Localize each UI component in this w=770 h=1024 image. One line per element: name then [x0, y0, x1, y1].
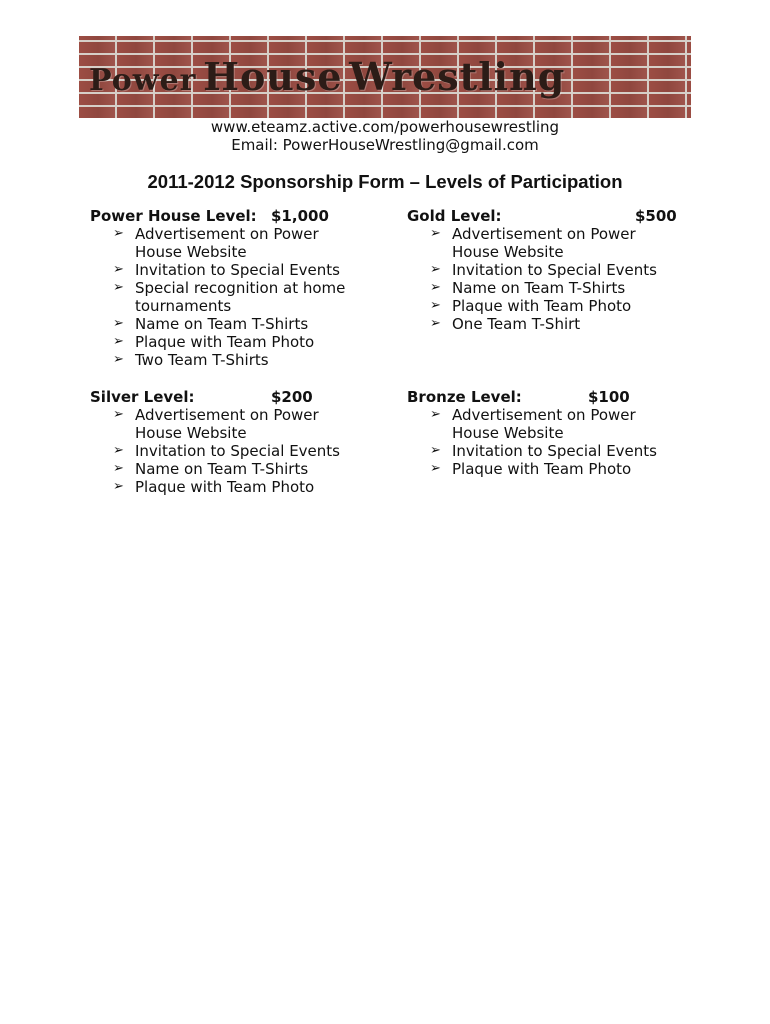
benefit-item — [90, 460, 360, 478]
banner-word-house: House — [203, 54, 343, 99]
benefit-item — [407, 442, 677, 460]
benefit-item — [90, 279, 360, 315]
benefit-text: Invitation to Special Events — [135, 261, 340, 279]
benefit-text: Plaque with Team Photo — [135, 333, 315, 351]
benefit-item — [407, 279, 677, 297]
level-name: Silver Level: — [90, 388, 195, 406]
benefit-item — [407, 460, 677, 478]
benefit-text: Advertisement on Power House Website — [452, 225, 636, 261]
benefit-item — [90, 333, 360, 351]
benefit-text: Plaque with Team Photo — [452, 297, 632, 315]
brick-wall-banner — [79, 36, 691, 118]
benefit-item — [90, 442, 360, 460]
arrow-bullet-icon: ➢ — [113, 280, 124, 295]
form-title: 2011-2012 Sponsorship Form – Levels of Participation — [147, 171, 623, 192]
benefit-text: Name on Team T-Shirts — [135, 460, 309, 478]
email-line: Email: PowerHouseWrestling@gmail.com — [231, 136, 539, 154]
arrow-bullet-icon: ➢ — [430, 443, 441, 458]
level-power-house — [90, 207, 390, 369]
level-amount: $500 — [635, 207, 677, 225]
arrow-bullet-icon: ➢ — [113, 262, 124, 277]
arrow-bullet-icon: ➢ — [113, 407, 124, 422]
arrow-bullet-icon: ➢ — [113, 479, 124, 494]
level-gold — [407, 207, 687, 333]
benefit-item — [90, 478, 360, 496]
benefit-item — [90, 406, 360, 442]
benefit-list — [407, 225, 687, 333]
arrow-bullet-icon: ➢ — [113, 334, 124, 349]
banner-word-wrestling: Wrestling — [349, 54, 566, 99]
level-amount: $200 — [271, 388, 313, 406]
benefit-item — [407, 297, 677, 315]
benefit-text: Invitation to Special Events — [452, 261, 657, 279]
level-header — [407, 207, 687, 225]
benefit-text: Advertisement on Power House Website — [452, 406, 636, 442]
arrow-bullet-icon: ➢ — [113, 316, 124, 331]
arrow-bullet-icon: ➢ — [430, 298, 441, 313]
benefit-list — [90, 225, 390, 369]
benefit-list — [407, 406, 687, 478]
arrow-bullet-icon: ➢ — [113, 461, 124, 476]
website-url: www.eteamz.active.com/powerhousewrestling — [210, 118, 560, 136]
benefit-item — [407, 315, 677, 333]
arrow-bullet-icon: ➢ — [113, 226, 124, 241]
arrow-bullet-icon: ➢ — [430, 461, 441, 476]
level-header — [407, 388, 687, 406]
benefit-text: Advertisement on Power House Website — [135, 225, 319, 261]
level-amount: $100 — [588, 388, 630, 406]
benefit-text: Advertisement on Power House Website — [135, 406, 319, 442]
banner-logo — [89, 54, 565, 99]
benefit-item — [407, 225, 677, 261]
benefit-item — [90, 315, 360, 333]
benefit-text: Plaque with Team Photo — [452, 460, 632, 478]
arrow-bullet-icon: ➢ — [430, 280, 441, 295]
level-name: Bronze Level: — [407, 388, 522, 406]
arrow-bullet-icon: ➢ — [113, 352, 124, 367]
benefit-text: Invitation to Special Events — [452, 442, 657, 460]
benefit-text: Special recognition at home tournaments — [135, 279, 346, 315]
benefit-item — [90, 261, 360, 279]
benefit-text: Two Team T-Shirts — [135, 351, 269, 369]
level-bronze — [407, 388, 687, 478]
level-name: Gold Level: — [407, 207, 502, 225]
benefit-text: Plaque with Team Photo — [135, 478, 315, 496]
level-amount: $1,000 — [271, 207, 329, 225]
benefit-item — [90, 351, 360, 369]
arrow-bullet-icon: ➢ — [430, 316, 441, 331]
level-header — [90, 207, 390, 225]
level-header — [90, 388, 390, 406]
arrow-bullet-icon: ➢ — [430, 407, 441, 422]
benefit-list — [90, 406, 390, 496]
benefit-text: Name on Team T-Shirts — [452, 279, 626, 297]
arrow-bullet-icon: ➢ — [113, 443, 124, 458]
benefit-text: Invitation to Special Events — [135, 442, 340, 460]
benefit-text: One Team T-Shirt — [452, 315, 581, 333]
benefit-item — [407, 406, 677, 442]
arrow-bullet-icon: ➢ — [430, 262, 441, 277]
banner-word-power: Power — [89, 63, 197, 98]
benefit-text: Name on Team T-Shirts — [135, 315, 309, 333]
benefit-item — [90, 225, 360, 261]
benefit-item — [407, 261, 677, 279]
arrow-bullet-icon: ➢ — [430, 226, 441, 241]
level-silver — [90, 388, 390, 496]
level-name: Power House Level: — [90, 207, 257, 225]
